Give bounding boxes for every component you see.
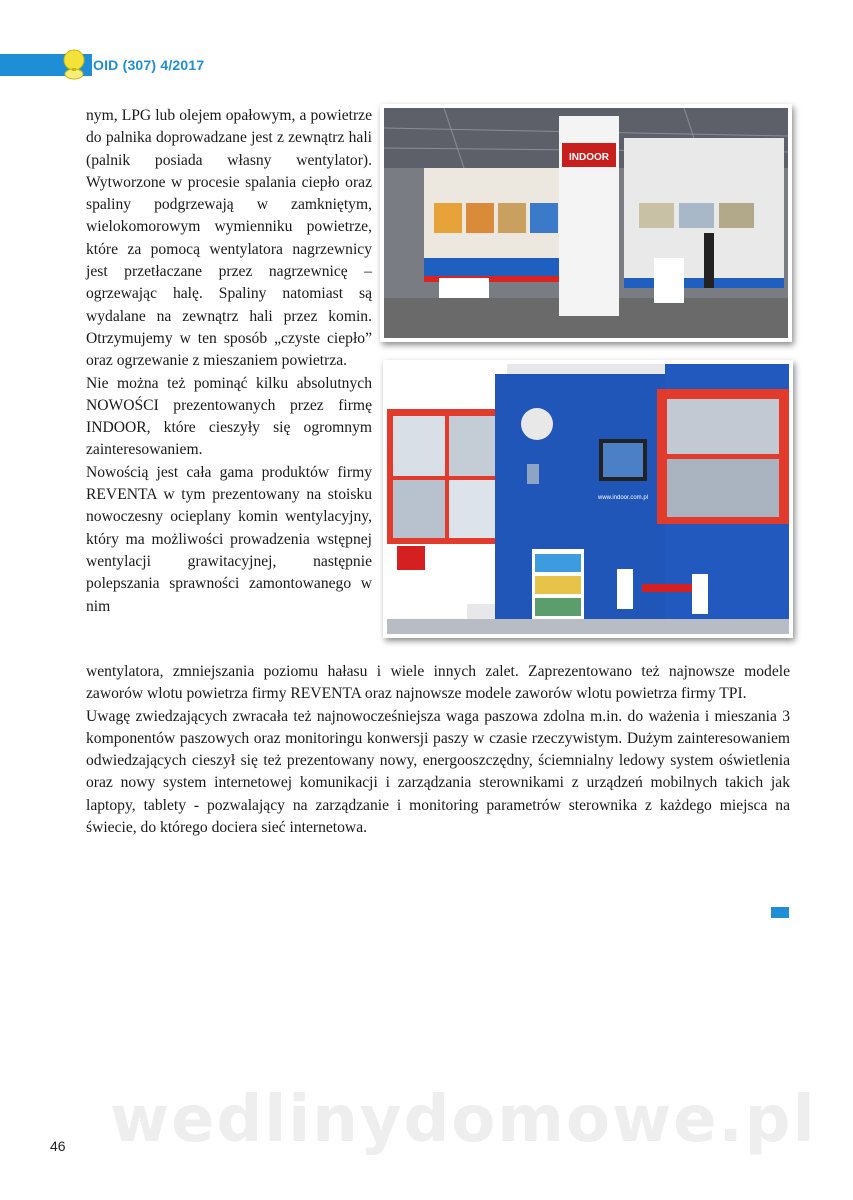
- article-end-marker: [771, 907, 789, 918]
- paragraph: Uwagę zwiedzających zwracała też najnowocześniejsza waga paszowa zdolna m.in. do ważenia i mieszania 3 komponentów paszowych oraz monitoringu konwersji paszy w czasie rzeczywistym. Dużym zainteresowaniem odwiedzających cieszył się też prezentowany nowy, energooszczędny, ściemnialny ledowy system oświetlenia oraz nowy system internetowej komunikacji i zarządzania sterownikami z urządzeń mobilnych takich jak laptopy, tablety - pozwalający na zarządzanie i monitoring parametrów sterownika z każdego miejsca na świecie, do którego dociera sieć internetowa.: [86, 707, 790, 837]
- booth-sign-text: INDOOR: [569, 152, 609, 163]
- page-number: 46: [50, 1138, 66, 1154]
- article-column-text: [86, 105, 372, 618]
- issue-label: OID (307) 4/2017: [93, 57, 205, 73]
- article-full-width-text: [86, 661, 790, 839]
- booth-url-text: www.indoor.com.pl: [597, 495, 649, 501]
- watermark: wedlinydomowe.pl: [110, 1083, 817, 1157]
- booth-interior-photo: [383, 360, 793, 638]
- paragraph: nym, LPG lub olejem opałowym, a powietrze do palnika doprowadzane jest z zewnątrz hali (palnik posiada własny wentylator). Wytworzone w procesie spalania ciepło oraz spaliny podgrzewają w zamkniętym, wielokomorowym wymienniku powietrze, które za pomocą wentylatora nagrzewnicy jest przetłaczane przez nagrzewnicę – ogrzewając halę. Spaliny natomiast są wydalane na zewnątrz hali przez komin. Otrzymujemy w ten sposób „czyste ciepło” oraz ogrzewanie z mieszaniem powietrza.: [86, 107, 372, 370]
- booth-exterior-photo: [380, 104, 792, 342]
- magazine-logo-icon: [60, 48, 88, 82]
- paragraph: Nie można też pominąć kilku absolutnych NOWOŚCI prezentowanych przez firmę INDOOR, które cieszyły się ogromnym zainteresowaniem.: [86, 374, 372, 459]
- paragraph: wentylatora, zmniejszania poziomu hałasu i wiele innych zalet. Zaprezentowano też najnowsze modele zaworów wlotu powietrza firmy REVENTA oraz najnowsze modele zaworów wlotu powietrza firmy TPI.: [86, 663, 790, 703]
- paragraph: Nowością jest cała gama produktów firmy REVENTA w tym prezentowany na stoisku nowoczesny ocieplany komin wentylacyjny, który ma możliwości prowadzenia wstępnej wentylacji grawitacyjnej, następnie polepszania sprawności zamontowanego w nim: [86, 463, 372, 615]
